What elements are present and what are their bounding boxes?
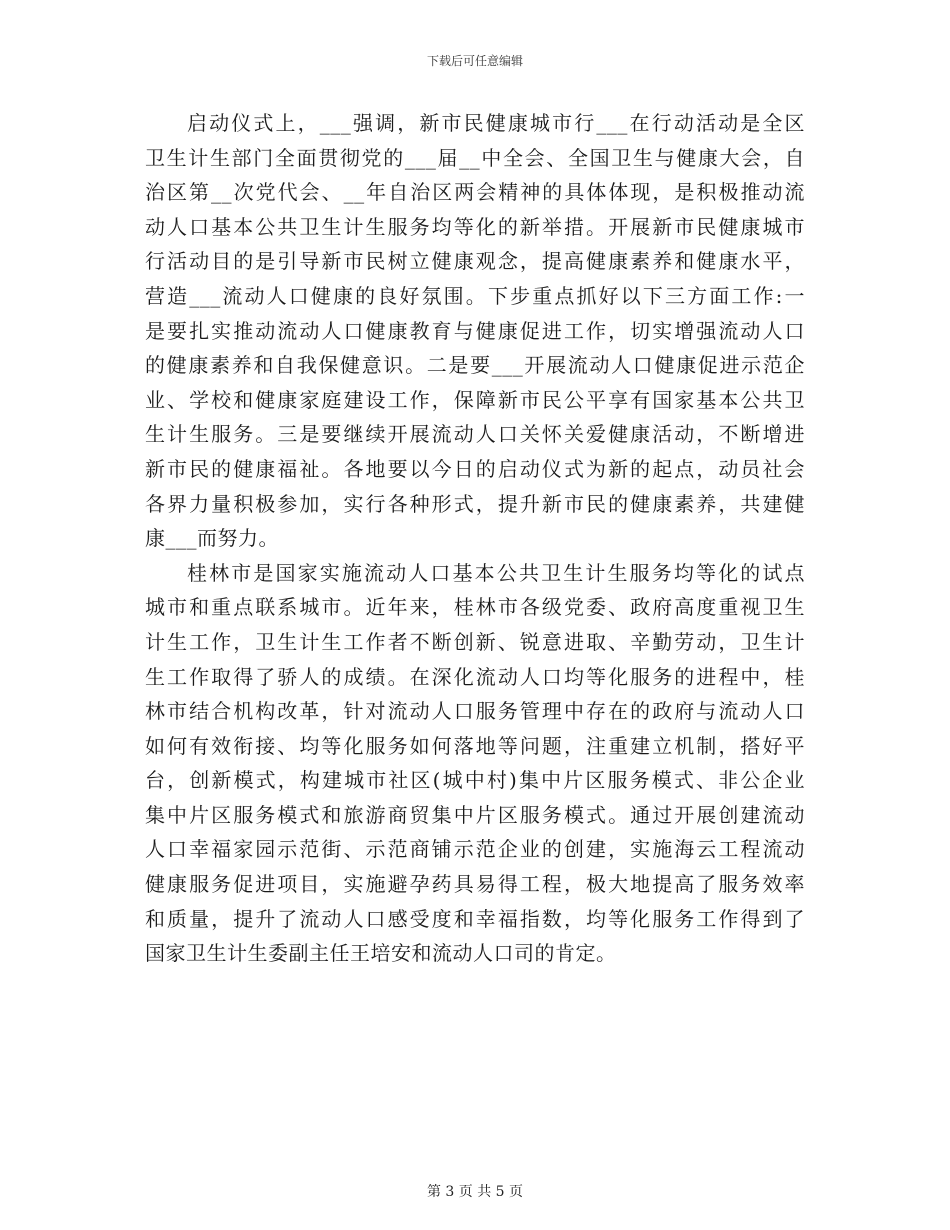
text-line: 启动仪式上，___强调，新市民健康城市行___在行动活动是全区: [187, 111, 805, 135]
text-line: 林市结合机构改革，针对流动人口服务管理中存在的政府与流动人口: [145, 699, 805, 724]
text-line: 的健康素养和自我保健意识。二是要___开展流动人口健康促进示范企: [145, 353, 805, 378]
text-line: 康___而努力。: [145, 526, 279, 551]
text-line: 生工作取得了骄人的成绩。在深化流动人口均等化服务的进程中，桂: [145, 664, 805, 689]
text-line: 集中片区服务模式和旅游商贸集中片区服务模式。通过开展创建流动: [145, 802, 805, 827]
text-line: 健康服务促进项目，实施避孕药具易得工程，极大地提高了服务效率: [145, 872, 805, 897]
text-line: 行活动目的是引导新市民树立健康观念，提高健康素养和健康水平，: [145, 249, 805, 274]
text-line: 城市和重点联系城市。近年来，桂林市各级党委、政府高度重视卫生: [145, 595, 805, 620]
text-line: 治区第__次党代会、__年自治区两会精神的具体体现，是积极推动流: [145, 180, 805, 205]
paragraph-1: [145, 106, 805, 556]
text-line: 计生工作，卫生计生工作者不断创新、锐意进取、辛勤劳动，卫生计: [145, 629, 805, 654]
page-number: 第 3 页 共 5 页: [426, 1184, 524, 1200]
document-body: [145, 106, 805, 971]
text-line: 营造___流动人口健康的良好氛围。下步重点抓好以下三方面工作:一: [145, 283, 805, 308]
text-line: 卫生计生部门全面贯彻党的___届__中全会、全国卫生与健康大会，自: [145, 145, 805, 170]
text-line: 桂林市是国家实施流动人口基本公共卫生计生服务均等化的试点: [187, 560, 805, 585]
text-line: 和质量，提升了流动人口感受度和幸福指数，均等化服务工作得到了: [145, 906, 805, 931]
text-line: 国家卫生计生委副主任王培安和流动人口司的肯定。: [145, 941, 617, 966]
text-line: 如何有效衔接、均等化服务如何落地等问题，注重建立机制，搭好平: [145, 733, 805, 758]
text-line: 台，创新模式，构建城市社区(城中村)集中片区服务模式、非公企业: [145, 768, 805, 793]
paragraph-2: [145, 556, 805, 971]
text-line: 人口幸福家园示范街、示范商铺示范企业的创建，实施海云工程流动: [145, 837, 805, 862]
text-line: 动人口基本公共卫生计生服务均等化的新举措。开展新市民健康城市: [145, 214, 805, 239]
page-header: 下载后可任意编辑: [426, 54, 523, 68]
text-line: 新市民的健康福祉。各地要以今日的启动仪式为新的起点，动员社会: [145, 456, 805, 481]
text-line: 生计生服务。三是要继续开展流动人口关怀关爱健康活动，不断增进: [145, 422, 805, 447]
text-line: 是要扎实推动流动人口健康教育与健康促进工作，切实增强流动人口: [145, 318, 805, 343]
text-line: 各界力量积极参加，实行各种形式，提升新市民的健康素养，共建健: [145, 491, 805, 516]
text-line: 业、学校和健康家庭建设工作，保障新市民公平享有国家基本公共卫: [145, 387, 805, 412]
